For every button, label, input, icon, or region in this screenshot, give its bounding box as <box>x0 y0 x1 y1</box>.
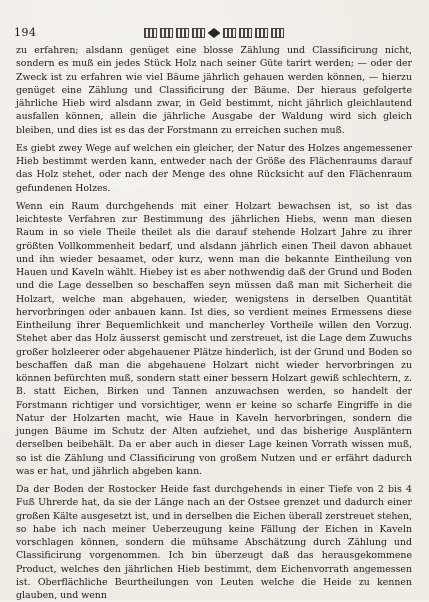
ornament-segment <box>271 28 284 38</box>
page-number: 194 <box>14 26 37 39</box>
ornament-segment <box>144 28 157 38</box>
ornament-center <box>208 28 221 38</box>
header-ornament-icon <box>144 28 284 38</box>
ornament-segment <box>223 28 236 38</box>
page-header <box>14 26 414 42</box>
page-body <box>16 44 412 601</box>
paragraph-3: Wenn ein Raum durchgehends mit einer Holzart bewachsen ist, so ist das leichteste Verfahren zur Bestimmung des jährlichen Hiebs, wenn man diesen Raum in so viele Theile theilet als die darauf stehende Holzart Jahre zu ihrer größten Vollkommenheit bedarf, und alsdann jährlich einen Theil davon abhauet und ihn wieder besaamet, oder kurz, wenn man die bekannte Eintheilung von Hauen und Kaveln wählt. Hiebey ist es aber nothwendig daß der Grund und Boden und die Lage desselben so beschaffen seyn müssen daß man mit Sicherheit die Holzart, welche man abgehauen, wieder, wenigstens in derselben Quantität hervorbringen oder anbauen kann. Ist dies, so verdient meines Ermessens diese Eintheilung ihrer Bequemlichkeit und mancherley Vortheile willen den Vorzug. Stehet aber das Holz äusserst gemischt und zerstreuet, ist die Lage dem Zuwuchs großer holzleerer oder abgehauener Plätze hinderlich, ist der Grund und Boden so beschaffen daß man die abgehauene Holzart nicht wieder hervorbringen zu können befürchten muß, sondern statt einer bessern Holzart gewiß schlechtern, z. B. statt Eichen, Birken und Tannen anzuwachsen werden, so handelt der Forstmann richtiger und vorsichtiger, wenn er keine so scharfe Eingriffe in die Natur der Holzarten macht, wie Haue in Kaveln hervorbringen, sondern die jungen Bäume im Schutz der Alten aufziehet, und das bisherige Auspläntern derselben beibehält. Da er aber auch in dieser Lage keinen Vorrath wissen muß, so ist die Zählung und Classificirung von großem Nutzen und er erfährt dadurch was er hat, und jährlich abgeben kann. <box>16 200 412 477</box>
ornament-segment <box>160 28 173 38</box>
paragraph-2: Es giebt zwey Wege auf welchen ein gleicher, der Natur des Holzes angemessener Hieb bestimmt werden kann, entweder nach der Größe des Flächenraums darauf das Holz stehet, oder nach der Menge des ohne Rücksicht auf den Flächenraum gefundenen Holzes. <box>16 142 412 194</box>
ornament-segment <box>176 28 189 38</box>
ornament-segment <box>239 28 252 38</box>
paragraph-1: zu erfahren; alsdann genüget eine blosse Zählung und Classificirung nicht, sondern es muß ein jedes Stück Holz nach seiner Güte tarirt werden; — oder der Zweck ist zu erfahren wie viel Bäume jährlich gehauen werden können, — hierzu genüget eine Zählung und Classificirung der Bäume. Der hieraus gefolgerte jährliche Hieb wird alsdann zwar, in Geld bestimmt, nicht jährlich gleichlautend ausfallen können, allein die jährliche Ausgabe der Waldung wird sich gleich bleiben, und dies ist es das der Forstmann zu erreichen suchen muß. <box>16 45 412 136</box>
ornament-segment <box>192 28 205 38</box>
paragraph-4: Da der Boden der Rostocker Heide fast durchgehends in einer Tiefe von 2 bis 4 Fuß Uhrerde hat, da sie der Länge nach an der Ostsee grenzet und dadurch einer großen Kälte ausgesetzt ist, und in derselben die Eichen überall zerstreuet stehen, so habe ich nach meiner Ueberzeugung keine Fällung der Eichen in Kaveln vorschlagen können, sondern die mühsame Abschätzung durch Zählung und Classificirung vorgenommen. Ich bin überzeugt daß das herausgekommene Product, welches den jährlichen Hieb bestimmt, dem Eichenvorrath angemessen ist. Oberflächliche Beurtheilungen von Leuten welche die Heide zu kennen glauben, und wenn <box>16 484 412 601</box>
ornament-segment <box>255 28 268 38</box>
